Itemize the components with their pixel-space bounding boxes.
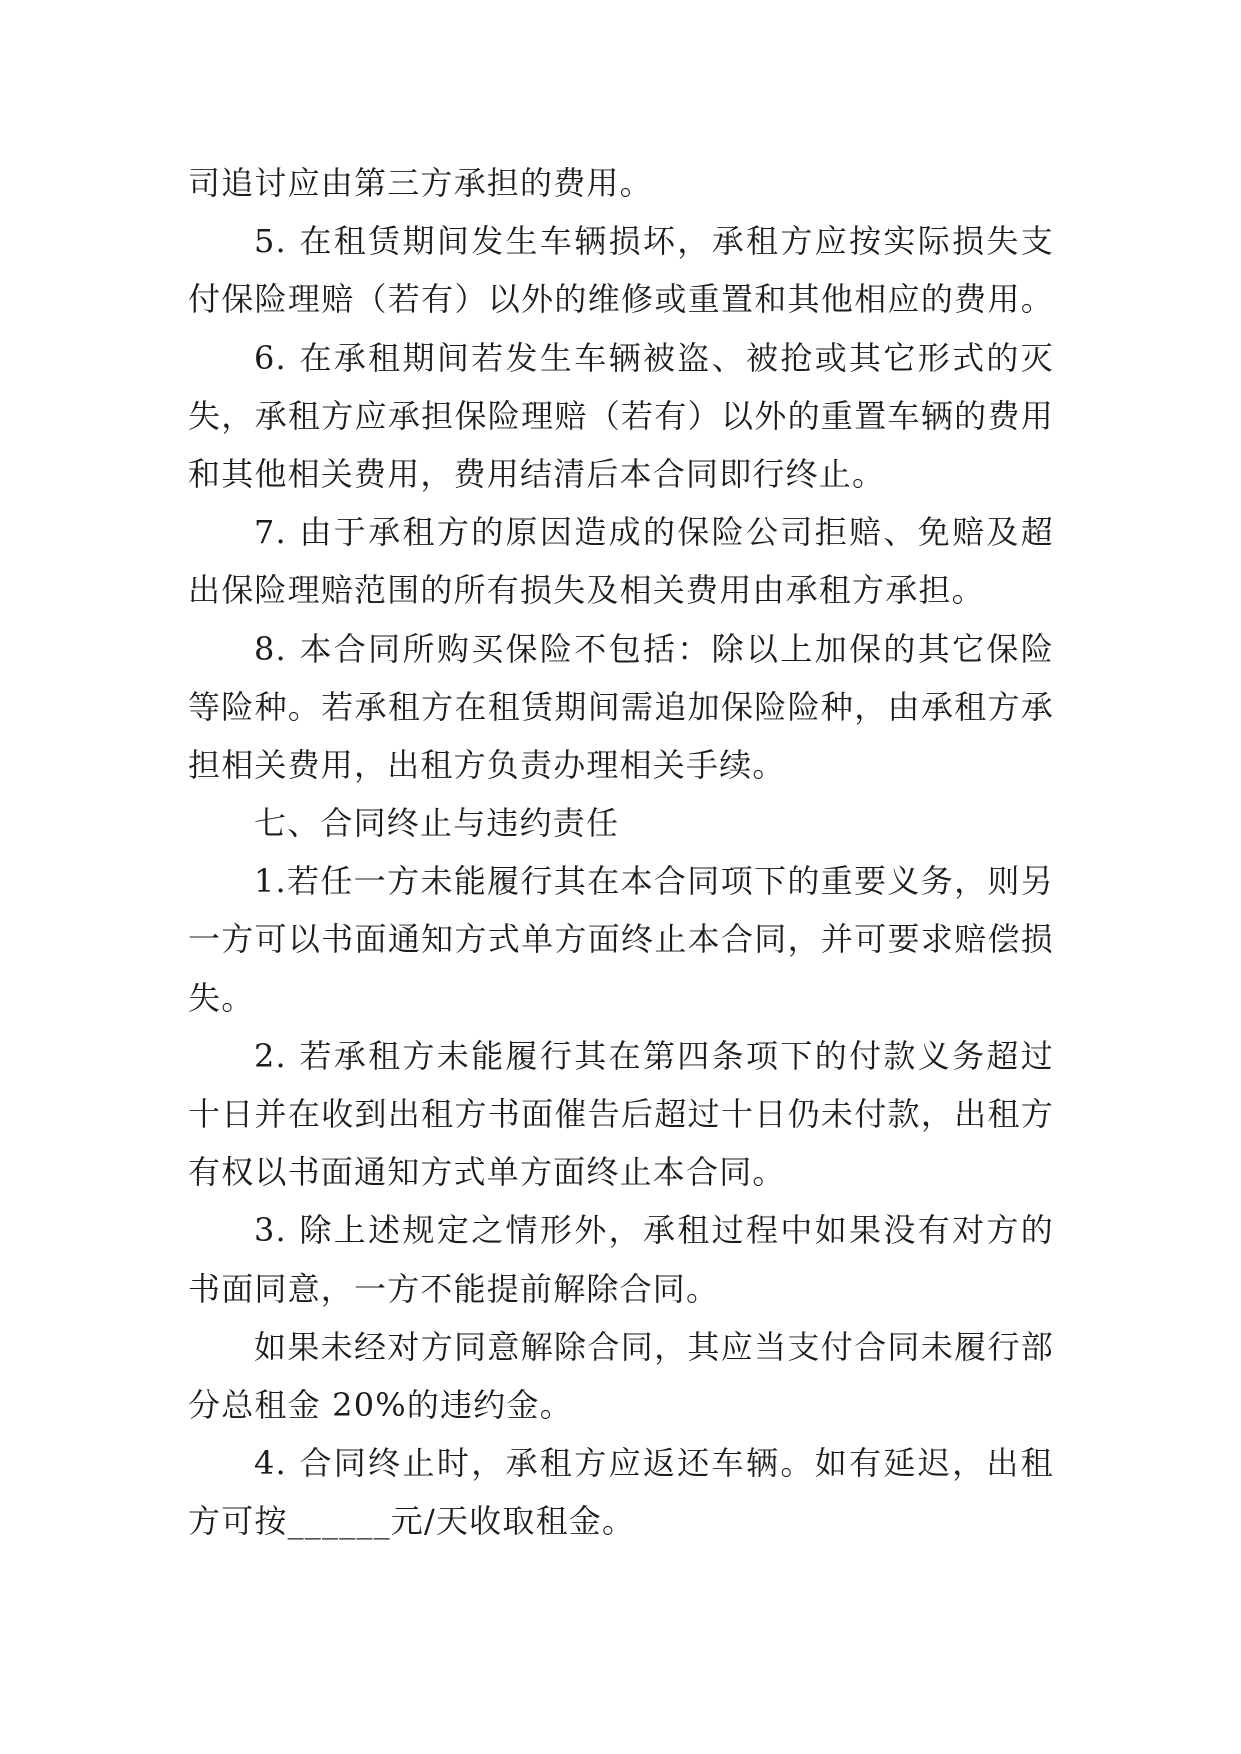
- text-line: 和其他相关费用，费用结清后本合同即行终止。: [188, 454, 886, 493]
- paragraph-clause-2: [188, 1027, 1054, 1202]
- paragraph-item-7: [188, 503, 1054, 619]
- text-line: 失，承租方应承担保险理赔（若有）以外的重置车辆的费用: [188, 396, 1054, 435]
- paragraph-clause-4: [188, 1434, 1054, 1550]
- text-line: 3. 除上述规定之情形外，承租过程中如果没有对方的: [254, 1211, 1054, 1250]
- text-line: 十日并在收到出租方书面催告后超过十日仍未付款，出租方: [188, 1095, 1054, 1133]
- text-line: 失。: [188, 978, 255, 1017]
- text-line: 付保险理赔（若有）以外的维修或重置和其他相应的费用。: [188, 280, 1054, 319]
- text-line: 5. 在租赁期间发生车辆损坏，承租方应按实际损失支: [254, 222, 1054, 261]
- text-line: 出保险理赔范围的所有损失及相关费用由承租方承担。: [188, 571, 985, 610]
- paragraph-clause-1: [188, 852, 1054, 1027]
- text-line: 8. 本合同所购买保险不包括：除以上加保的其它保险: [254, 629, 1054, 668]
- paragraph-penalty: [188, 1318, 1054, 1434]
- paragraph-item-6: [188, 329, 1054, 504]
- text-line: 司追讨应由第三方承担的费用。: [188, 164, 653, 202]
- text-line: 等险种。若承租方在租赁期间需追加保险险种，由承租方承: [188, 687, 1054, 726]
- text-line: 担相关费用，出租方负责办理相关手续。: [188, 745, 786, 784]
- section-heading-text: 七、合同终止与违约责任: [254, 804, 620, 843]
- text-line: 分总租金 20%的违约金。: [188, 1385, 573, 1424]
- paragraph-item-5: [188, 212, 1054, 328]
- text-line: 如果未经对方同意解除合同，其应当支付合同未履行部: [254, 1327, 1054, 1366]
- text-line: 4. 合同终止时，承租方应返还车辆。如有延迟，出租: [254, 1444, 1054, 1483]
- document-body: [188, 154, 1054, 1551]
- paragraph-item-8: [188, 620, 1054, 795]
- paragraph-clause-3: [188, 1201, 1054, 1317]
- text-line: 有权以书面通知方式单方面终止本合同。: [188, 1153, 786, 1192]
- text-line: 书面同意，一方不能提前解除合同。: [188, 1269, 720, 1308]
- text-line: 一方可以书面通知方式单方面终止本合同，并可要求赔偿损: [188, 920, 1054, 959]
- text-line: 2. 若承租方未能履行其在第四条项下的付款义务超过: [254, 1036, 1054, 1075]
- text-line: 6. 在承租期间若发生车辆被盗、被抢或其它形式的灭: [254, 338, 1054, 377]
- paragraph-continuation: [188, 154, 1054, 212]
- section-heading: [188, 794, 1054, 852]
- text-line: 方可按______元/天收取租金。: [188, 1502, 636, 1541]
- text-line: 7. 由于承租方的原因造成的保险公司拒赔、免赔及超: [254, 513, 1054, 552]
- text-line: 1.若任一方未能履行其在本合同项下的重要义务，则另: [254, 862, 1054, 901]
